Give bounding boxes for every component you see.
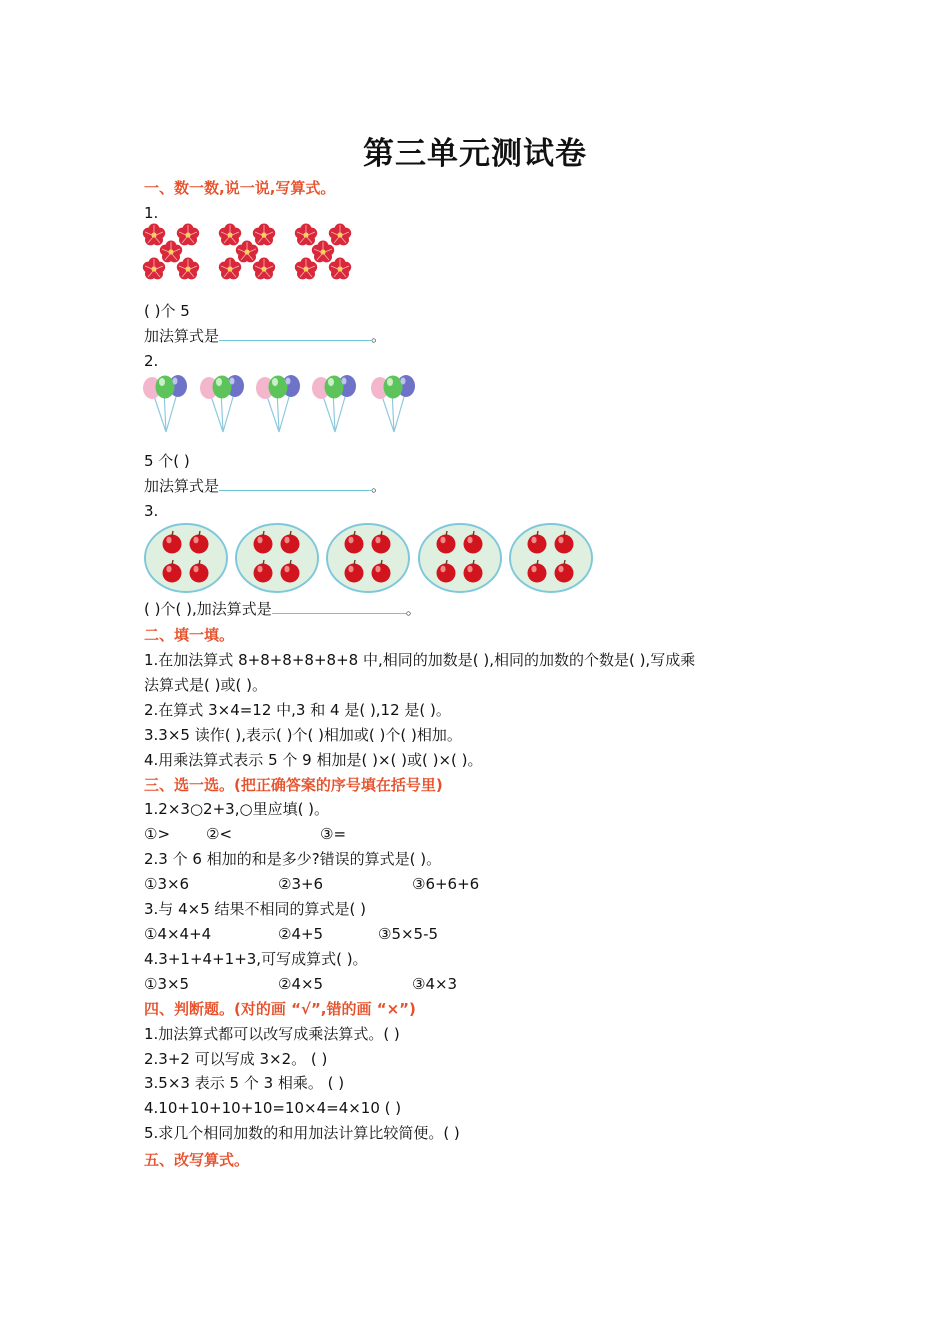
fill-line-4: 3.3×5 读作( ),表示( )个( )相加或( )个( )相加。 (144, 726, 462, 744)
balloon-bunch-1 (143, 375, 187, 432)
q2-suffix: 。 (371, 477, 387, 495)
option[interactable]: ③6+6+6 (412, 875, 480, 893)
answer-blank[interactable] (219, 476, 371, 491)
q3-prefix: ( )个( ),加法算式是 (144, 600, 272, 618)
option[interactable]: ①> (144, 825, 171, 843)
fill-line-5: 4.用乘法算式表示 5 个 9 相加是( )×( )或( )×( )。 (144, 751, 483, 769)
option[interactable]: ③= (320, 825, 347, 843)
judge-2: 2.3+2 可以写成 3×2。 ( ) (144, 1050, 328, 1068)
judge-5: 5.求几个相同加数的和用加法计算比较简便。( ) (144, 1124, 460, 1142)
page-title: 第三单元测试卷 (363, 136, 587, 172)
option[interactable]: ③4×3 (412, 975, 458, 993)
section-heading-5: 五、改写算式。 (144, 1151, 250, 1169)
flower-clusters-image (140, 220, 360, 286)
q3-line1 (144, 599, 421, 619)
section-heading-3: 三、选一选。(把正确答案的序号填在括号里) (144, 776, 443, 794)
option[interactable]: ①3×5 (144, 975, 190, 993)
flower-cluster-2 (219, 224, 275, 280)
balloon-bunch-5 (371, 375, 415, 432)
q2-line2 (144, 476, 386, 496)
q3-number: 3. (144, 502, 159, 520)
q1-suffix: 。 (371, 327, 387, 345)
choose-q1: 1.2×3○2+3,○里应填( )。 (144, 800, 330, 818)
q1-line2 (144, 326, 386, 346)
judge-4: 4.10+10+10+10=10×4=4×10 ( ) (144, 1099, 402, 1117)
apple-plate-4 (419, 524, 501, 592)
option[interactable]: ②4×5 (278, 975, 324, 993)
choose-q3-options (144, 924, 438, 944)
balloon-bunch-3 (256, 375, 300, 432)
q1-number: 1. (144, 204, 159, 222)
balloon-bunch-4 (312, 375, 356, 432)
choose-q4-options (144, 974, 457, 994)
q2-prefix: 加法算式是 (144, 477, 220, 495)
flower-cluster-1 (143, 224, 199, 280)
section-heading-1: 一、数一数,说一说,写算式。 (144, 179, 336, 197)
q1-line1: ( )个 5 (144, 302, 190, 320)
q2-line1: 5 个( ) (144, 452, 190, 470)
balloons-image (140, 370, 430, 436)
balloon-bunch-2 (200, 375, 244, 432)
q2-number: 2. (144, 352, 159, 370)
judge-3: 3.5×3 表示 5 个 3 相乘。 ( ) (144, 1074, 345, 1092)
fill-line-1: 1.在加法算式 8+8+8+8+8+8 中,相同的加数是( ),相同的加数的个数是( ),写成乘 (144, 651, 696, 669)
choose-q2: 2.3 个 6 相加的和是多少?错误的算式是( )。 (144, 850, 442, 868)
option[interactable]: ②4+5 (278, 925, 324, 943)
apple-plate-5 (510, 524, 592, 592)
apple-plate-3 (327, 524, 409, 592)
flower-cluster-3 (295, 224, 351, 280)
apple-plate-2 (236, 524, 318, 592)
judge-1: 1.加法算式都可以改写成乘法算式。( ) (144, 1025, 400, 1043)
option[interactable]: ①4×4+4 (144, 925, 212, 943)
fill-line-2: 法算式是( )或( )。 (144, 676, 267, 694)
option[interactable]: ②3+6 (278, 875, 324, 893)
answer-blank[interactable] (219, 326, 371, 341)
q1-prefix: 加法算式是 (144, 327, 220, 345)
answer-blank[interactable] (272, 599, 406, 614)
section-heading-2: 二、填一填。 (144, 626, 235, 644)
fill-line-3: 2.在算式 3×4=12 中,3 和 4 是( ),12 是( )。 (144, 701, 451, 719)
apple-plate-1 (145, 524, 227, 592)
choose-q4: 4.3+1+4+1+3,可写成算式( )。 (144, 950, 368, 968)
option[interactable]: ①3×6 (144, 875, 190, 893)
section-heading-4: 四、判断题。(对的画 “√”,错的画 “×”) (144, 1000, 416, 1018)
q3-suffix: 。 (405, 600, 421, 618)
choose-q2-options (144, 874, 479, 894)
choose-q1-options (144, 824, 346, 844)
option[interactable]: ②< (206, 825, 233, 843)
option[interactable]: ③5×5-5 (378, 925, 439, 943)
apple-plates-image (140, 520, 600, 596)
choose-q3: 3.与 4×5 结果不相同的算式是( ) (144, 900, 366, 918)
